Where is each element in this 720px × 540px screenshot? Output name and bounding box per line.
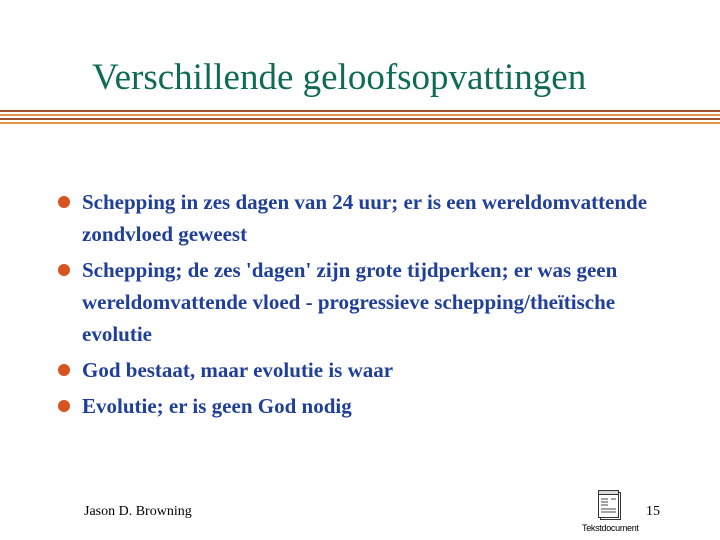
footer-author: Jason D. Browning	[84, 504, 192, 519]
bullet-text: Evolutie; er is geen God nodig	[82, 394, 352, 418]
bullet-list	[55, 186, 675, 426]
title-divider	[0, 110, 720, 124]
bullet-item	[55, 186, 675, 250]
embedded-document-label: Tekstdocument	[582, 523, 639, 533]
bullet-text: Schepping in zes dagen van 24 uur; er is een wereldomvattende zondvloed geweest	[82, 190, 648, 246]
slide-title: Verschillende geloofsopvattingen	[92, 57, 587, 98]
dot-bullet-icon	[58, 264, 70, 276]
dot-bullet-icon	[58, 400, 70, 412]
bullet-text: God bestaat, maar evolutie is waar	[82, 358, 394, 382]
embedded-document-object[interactable]	[582, 490, 638, 536]
dot-bullet-icon	[58, 364, 70, 376]
page-number: 15	[646, 504, 660, 519]
bullet-text: Schepping; de zes 'dagen' zijn grote tijdperken; er was geen wereldomvattende vloed - progressieve schepping/theïtische evolutie	[82, 258, 618, 346]
bullet-item	[55, 390, 675, 422]
bullet-item	[55, 254, 675, 350]
bullet-item	[55, 354, 675, 386]
dot-bullet-icon	[58, 196, 70, 208]
text-document-icon	[596, 490, 624, 522]
